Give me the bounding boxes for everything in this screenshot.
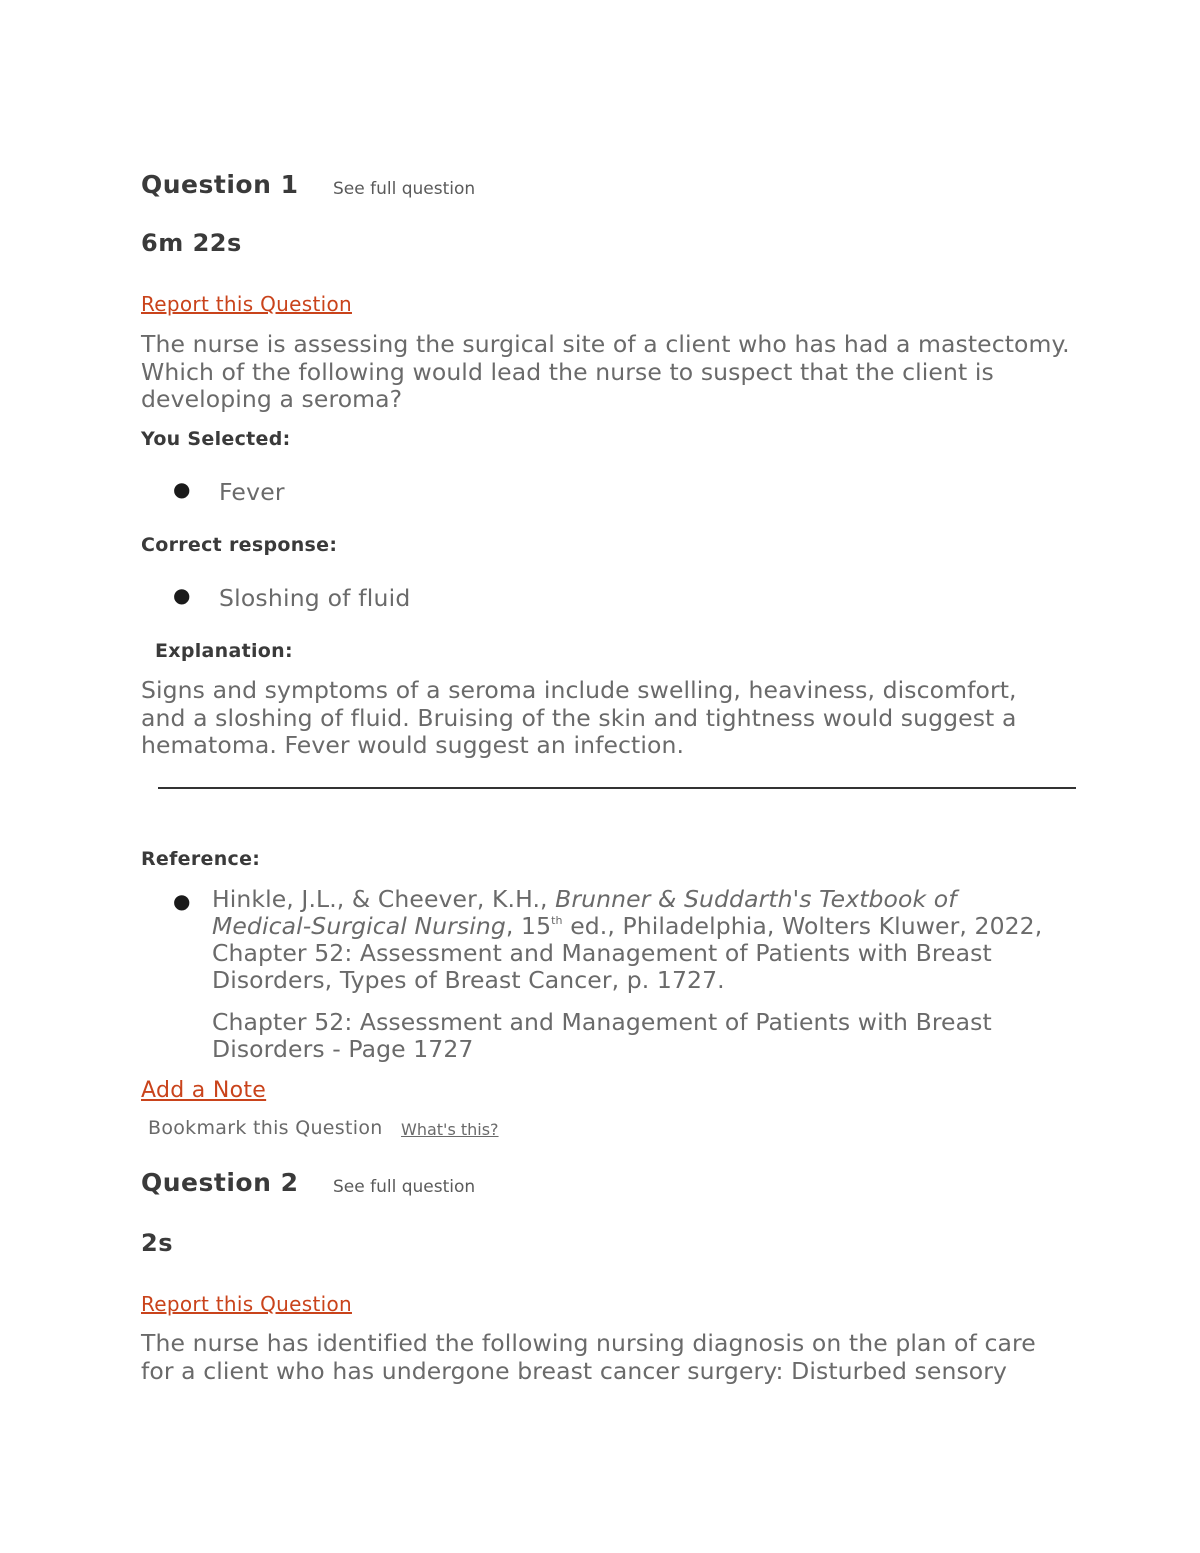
whats-this-link[interactable]: What's this? — [401, 1120, 499, 1139]
bullet-icon: ● — [173, 477, 191, 501]
question-2-title: Question 2 — [141, 1168, 299, 1197]
question-2-prompt: The nurse has identified the following nursing diagnosis on the plan of care for a client who has undergone breast cancer surgery: Disturbed sensory — [141, 1329, 1036, 1385]
report-question-link[interactable]: Report this Question — [141, 292, 352, 316]
report-question-link[interactable]: Report this Question — [141, 1292, 352, 1316]
bullet-icon: ● — [173, 889, 191, 913]
reference-details: ed., Philadelphia, Wolters Kluwer, 2022, Chapter 52: Assessment and Management of Patients with Breast Disorders, Types of Breast Cancer, p. 1727. — [212, 912, 1043, 994]
correct-answer: Sloshing of fluid — [219, 584, 411, 612]
reference-citation — [212, 886, 1062, 994]
see-full-question-link[interactable]: See full question — [333, 1177, 476, 1197]
reference-book-title: Brunner & Suddarth's Textbook of Medical-Surgical Nursing — [212, 885, 957, 940]
reference-page: Chapter 52: Assessment and Management of Patients with Breast Disorders - Page 1727 — [212, 1008, 992, 1063]
question-1-title: Question 1 — [141, 170, 299, 199]
correct-response-label: Correct response: — [141, 534, 338, 556]
see-full-question-link[interactable]: See full question — [333, 179, 476, 199]
question-2-timer: 2s — [141, 1229, 173, 1257]
reference-label: Reference: — [141, 848, 261, 870]
explanation-text: Signs and symptoms of a seroma include swelling, heaviness, discomfort, and a sloshing of fluid. Bruising of the skin and tightness would suggest a hematoma. Fever would suggest an infection. — [141, 676, 1017, 759]
add-note-link[interactable]: Add a Note — [141, 1078, 267, 1103]
bullet-icon: ● — [173, 583, 191, 607]
reference-edition-suffix: th — [551, 914, 563, 927]
reference-edition: , 15 — [505, 912, 552, 940]
question-1-prompt: The nurse is assessing the surgical site of a client who has had a mastectomy. Which of the following would lead the nurse to suspect that the client is developing a seroma? — [141, 330, 1070, 413]
question-1-timer: 6m 22s — [141, 229, 242, 257]
explanation-label: Explanation: — [155, 640, 293, 662]
reference-authors: Hinkle, J.L., & Cheever, K.H., — [212, 885, 556, 913]
horizontal-divider — [158, 787, 1076, 789]
selected-answer: Fever — [219, 478, 285, 506]
bookmark-question-button[interactable]: Bookmark this Question — [148, 1117, 383, 1139]
you-selected-label: You Selected: — [141, 428, 291, 450]
